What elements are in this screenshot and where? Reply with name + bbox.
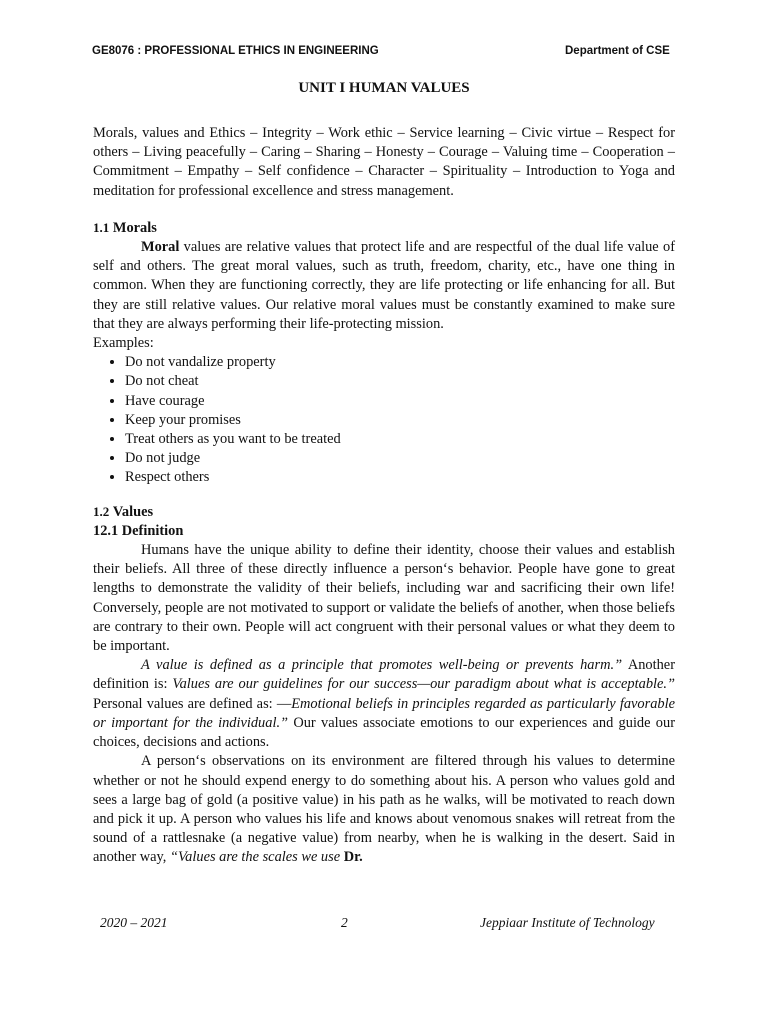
section-heading-morals [93, 218, 675, 238]
quote: Values are our guidelines for our success—our paradigm about what is acceptable.” [172, 676, 675, 693]
quote: A value is defined as a principle that promotes well-being or prevents harm.” [141, 657, 623, 674]
course-header: GE8076 : PROFESSIONAL ETHICS IN ENGINEERING [92, 45, 379, 57]
list-item: • Have courage [125, 392, 675, 411]
values-paragraph-1: Humans have the unique ability to define their identity, choose their values and establish their beliefs. All three of these directly influence a person‘s behavior. People have gone to great lengths to demonstrate the validity of their beliefs, including war and sacrificing their own life! Conversely, people are not motivated to support or validate the beliefs of another, when those beliefs are contrary to their own. People will act congruent with their personal values or what they deem to be important. [93, 542, 675, 655]
footer-year: 2020 – 2021 [100, 915, 168, 930]
quote: ―Emotional beliefs in principles regarded as particularly favorable or important for the individual.” [93, 695, 675, 731]
section-title: Values [112, 503, 154, 520]
section-heading-values [93, 502, 675, 522]
section-number: 1.2 [93, 503, 110, 519]
examples-list [93, 353, 675, 487]
footer-institute: Jeppiaar Institute of Technology [480, 915, 655, 930]
list-item: • Do not cheat [125, 372, 675, 391]
values-paragraph-3: A person‘s observations on its environment are filtered through his values to determine whether or not he should expend energy to do something about his. A person who values gold and sees a large bag of gold (a positive value) in his path as he walks, will be motivated to reach down and pick it up. A person who values his life and knows about venomous snakes will retreat from the sound of a rattlesnake (a negative value) from nearby, when he is walking in the desert. Said in another way, “Values are the scales we use Dr. [93, 753, 675, 866]
unit-title: UNIT I HUMAN VALUES [298, 80, 470, 96]
list-item: • Do not vandalize property [125, 353, 675, 372]
examples-label: Examples: [93, 335, 154, 352]
morals-paragraph [93, 238, 675, 334]
quote: “Values are the scales we use [169, 849, 341, 866]
values-paragraph-2: A value is defined as a principle that promotes well-being or prevents harm.” Another definition is: Values are our guidelines for our success—our paradigm about what is acceptable.” Personal values are defined as: ―Emotional beliefs in principles regarded as particularly favorable or important for the individual.” Our values associate emotions to our experiences and guide our choices, decisions and actions. [93, 657, 675, 751]
list-item: • Treat others as you want to be treated [125, 430, 675, 449]
section-title: Morals [112, 219, 157, 236]
page-number: 2 [341, 915, 348, 930]
list-item: • Respect others [125, 468, 675, 487]
department-header: Department of CSE [565, 45, 670, 57]
list-item: • Do not judge [125, 449, 675, 468]
section-number: 1.1 [93, 219, 110, 235]
morals-lead-word: Moral [141, 239, 180, 256]
syllabus-paragraph: Morals, values and Ethics – Integrity – Work ethic – Service learning – Civic virtue – Respect for others – Living peacefully – Caring – Sharing – Honesty – Courage – Valuing time – Cooperation – Commitment – Empathy – Self confidence – Character – Spirituality – Introduction to Yoga and meditation for professional excellence and stress management. [93, 125, 675, 199]
morals-text: values are relative values that protect life and are respectful of the dual life value of self and others. The great moral values, such as truth, freedom, charity, etc., have one thing in common. When they are functioning correctly, they are life protecting or life enhancing for all. But they are still relative values. Our relative moral values must be constantly examined to make sure that they are always performing their life-protecting mission. [93, 239, 675, 332]
subsection-heading-definition: 12.1 Definition [93, 522, 184, 539]
list-item: • Keep your promises [125, 411, 675, 430]
main-content [93, 124, 675, 868]
